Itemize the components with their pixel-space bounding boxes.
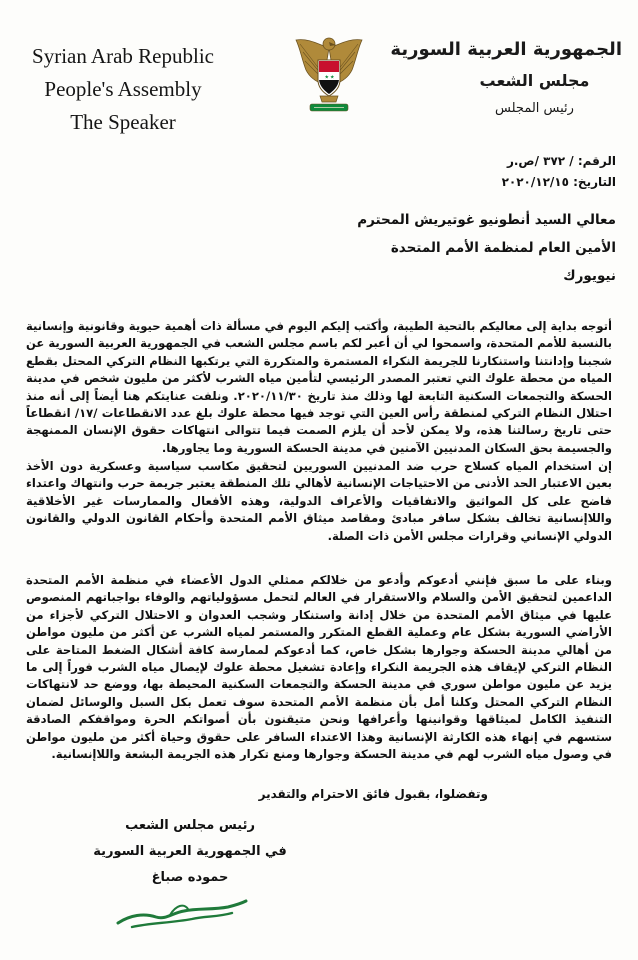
svg-text:★: ★ — [330, 74, 335, 81]
addressee-name: معالي السيد أنطونيو غوتيريش المحترم — [357, 212, 616, 228]
body-paragraph-1: أتوجه بداية إلى معاليكم بالتحية الطيبة، وأكتب إليكم اليوم في مسألة ذات أهمية حيوية وقانونية وإنسانية بالنسبة للأمم المتحدة، واسمحوا لي أن أعبر لكم باسم مجلس الشعب في الجمهورية العربية السورية عن شجبنا وإدانتنا واستنكارنا للجريمة النكراء المستمرة والمتكررة التي يرتكبها النظام التركي المحتل بقطع المياه من محطة علوك التي تعتبر المصدر الرئيسي لتأمين مياه الشرب لأكثر من مليون شخص في مدينة الحسكة والتجمعات السكنية التابعة لها وذلك منذ تاريخ ٢٠٢٠/١١/٣٠. ونلفت عنايتكم هنا أيضاً إلى أنه منذ احتلال النظام التركي لمنطقة رأس العين التي توجد فيها محطة علوك بلغ عدد الانقطاعات /١٧/ انقطاعاً حتى تاريخ رسالتنا هذه، ولا يمكن لأحد أن يلزم الصمت فيما تتوالى انتهاكات حقوق الإنسان الممنهجة والجسيمة بحق السكان المدنيين الآمنين في مدينة الحسكة السورية وما يجاورها. — [26, 319, 613, 455]
handwritten-signature-icon — [110, 893, 250, 935]
letterhead-assembly: People's Assembly — [44, 77, 202, 101]
signatory-title: رئيس مجلس الشعب — [125, 818, 255, 833]
reference-number: الرقم: / ٣٧٢ /ص.ر — [506, 154, 616, 168]
closing-phrase: وتفضلوا، بقبول فائق الاحترام والتقدير — [258, 787, 488, 801]
syrian-eagle-emblem-icon — [290, 30, 368, 118]
body-paragraph-2: إن استخدام المياه كسلاح حرب ضد المدنيين السوريين لتحقيق مكاسب سياسية وعسكرية دون الأخذ بعين الاعتبار الحد الأدنى من الاحتياجات الإنسانية لأهالي تلك المنطقة يعتبر جريمة حرب وانتهاك واعتداء فاضح على كل المواثيق والاتفاقيات والأعراف الدولية، وهذه الأفعال والممارسات غير الأخلاقية واللاإنسانية تخالف بشكل سافر مبادئ ومقاصد ميثاق الأمم المتحدة وأحكام القانون الدولي والقانون الدولي الإنساني وقرارات مجلس الأمن ذات الصلة. — [26, 459, 612, 543]
letterhead-speaker: The Speaker — [70, 110, 176, 134]
english-letterhead — [18, 40, 228, 139]
body-paragraph-3: وبناء على ما سبق فإنني أدعوكم وأدعو من خلالكم ممثلي الدول الأعضاء في منظمة الأمم المتحدة الداعمين لتحقيق الأمن والسلام والاستقرار في العالم لتحمل مسؤولياتهم والوفاء بواجباتهم المنصوص عليها في ميثاق الأمم المتحدة من خلال إدانة واستنكار وشجب العدوان و الاحتلال التركي لأجزاء من الأراضي السورية بشكل عام وعملية القطع المتكرر والمستمر لمياه الشرب عن أكثر من مليون مواطن من أهالي مدينة الحسكة وجوارها بشكل خاص، كما أدعوكم لممارسة كافة أشكال الضغط المتاحة على النظام التركي لإيقاف هذه الجريمة النكراء وإعادة تشغيل محطة علوك لإيصال مياه الشرب فوراً إلى ما يزيد عن مليون مواطن سوري في مدينة الحسكة والتجمعات السكنية المحيطة بها، ووضع حد لانتهاكات النظام التركي المحتل وكلنا أمل بأن منظمة الأمم المتحدة سوف تعمل بكل السبل والوسائل لضمان التنفيذ الكامل لميثاقها وقوانينها وأعرافها ونحن متيقنون بأن أصواتكم الحرة ومواقفكم الصادقة ستسهم في إنهاء هذه الكارثة الإنسانية وهذا الاعتداء السافر على حقوق وحياة أكثر من مليون مواطن في وصول مياه الشرب لهم في مدينة الحسكة وجوارها ومنع تكرار هذه الجريمة البشعة واللاإنسانية. — [26, 573, 612, 762]
letterhead-country: Syrian Arab Republic — [32, 44, 214, 68]
signatory-name: حموده صباغ — [151, 870, 229, 885]
addressee-title: الأمين العام لمنظمة الأمم المتحدة — [390, 240, 616, 256]
letterhead-assembly-ar: مجلس الشعب — [479, 71, 590, 90]
arabic-letterhead — [390, 36, 622, 120]
svg-text:★: ★ — [324, 74, 329, 81]
signatory-country: في الجمهورية العربية السورية — [93, 844, 287, 859]
letterhead-country-ar: الجمهورية العربية السورية — [390, 39, 622, 60]
letter-date: التاريخ: ٢٠٢٠/١٢/١٥ — [501, 175, 616, 189]
addressee-city: نيويورك — [563, 268, 616, 284]
letterhead-speaker-ar: رئيس المجلس — [495, 101, 574, 116]
